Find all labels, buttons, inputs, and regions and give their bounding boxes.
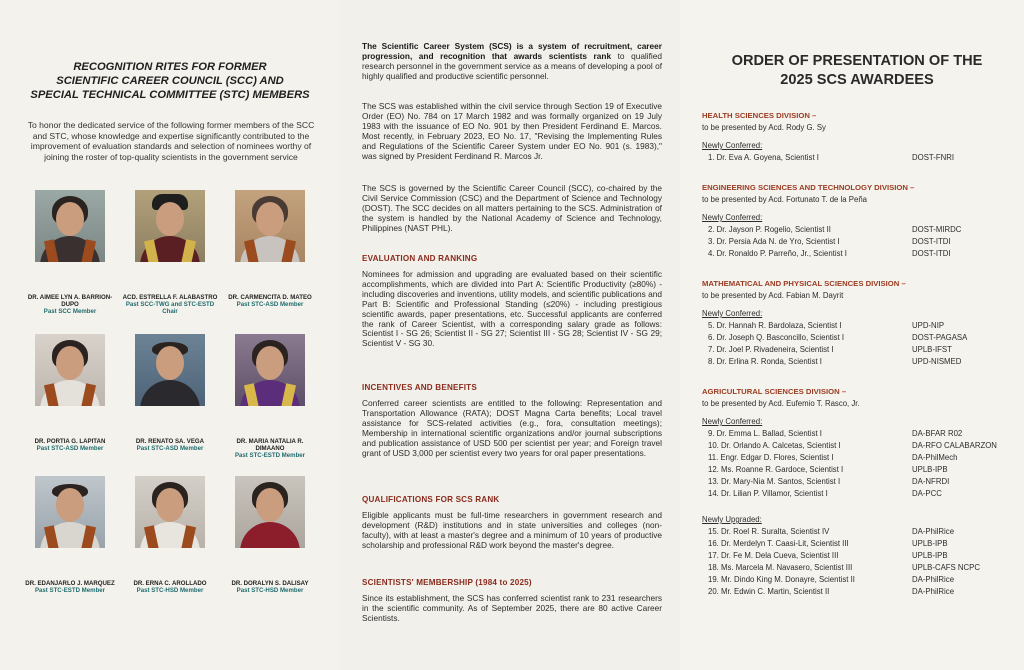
- incentives-text: Conferred career scientists are entitled to the following: Representation and Transportation Allowance (RATA); DOST Magna Carta benefits; Local travel assistance for SCS-related activities (e.g., fora, consultation meetings); Membership in international scientific organizations and/or journal subscriptions and publication assistance of USD 500 per scientist per year; and Foreign travel grant of USD 3,000 per scientist every two years for oral paper presentations.: [362, 398, 662, 458]
- scs-governance: The SCS is governed by the Scientific Career Council (SCC), co-chaired by the Civil Service Commission (CSC) and the Department of Science and Technology (DOST). The SCC decides on all matters pertaining to the SCS. Administration of the system is handled by the National Academy of Science and Technology, Philippines (NAST PHL).: [362, 183, 662, 233]
- awardee-affiliation: DOST-MIRDC: [912, 225, 962, 234]
- member-caption-7: [22, 580, 118, 594]
- awardee-name: 7. Dr. Joel P. Rivadeneira, Scientist I: [708, 345, 834, 354]
- member-photo-7: [35, 476, 105, 548]
- awardee-affiliation: DA-BFAR R02: [912, 429, 963, 438]
- awardee-name: 4. Dr. Ronaldo P. Parreño, Jr., Scientist I: [708, 249, 847, 258]
- awardee-row: [708, 357, 1008, 369]
- group-label: Newly Conferred:: [702, 417, 763, 426]
- scs-history: The SCS was established within the civil service through Section 19 of Executive Order (EO) No. 784 on 17 March 1982 and was formally organized on 19 July 1983 with the issuance of EO No. 901 by then President Ferdinand E. Marcos. Most recently, in February 2023, EO No. 17, "Revising the Implementing Rules and Regulations of the Scientific Career System under EO No. 901 (s. 1983)," was signed by President Ferdinand R. Marcos Jr.: [362, 101, 662, 161]
- member-caption-1: [22, 294, 118, 315]
- incentives-heading: INCENTIVES AND BENEFITS: [362, 383, 477, 392]
- awardee-row: [708, 539, 1008, 551]
- member-caption-4: [22, 438, 118, 452]
- awardee-name: 13. Dr. Mary-Nia M. Santos, Scientist I: [708, 477, 841, 486]
- evaluation-heading: EVALUATION AND RANKING: [362, 254, 478, 263]
- awardee-row: [708, 441, 1008, 453]
- member-role: Past STC-HSD Member: [236, 587, 304, 595]
- division-heading: HEALTH SCIENCES DIVISION –: [702, 111, 817, 120]
- member-caption-2: [122, 294, 218, 315]
- awardee-affiliation: DA-PhilRice: [912, 527, 955, 536]
- member-name: DR. PORTIA G. LAPITAN: [34, 438, 106, 445]
- member-role: Past STC-ASD Member: [236, 301, 304, 309]
- awardee-name: 19. Mr. Dindo King M. Donayre, Scientist II: [708, 575, 855, 584]
- recognition-title-line-1: RECOGNITION RITES FOR FORMER: [73, 61, 267, 73]
- awardee-affiliation: UPD-NISMED: [912, 357, 962, 366]
- middle-panel: [340, 0, 680, 670]
- member-role: Past SCC-TWG and STC-ESTD Chair: [125, 301, 215, 316]
- awardee-name: 18. Ms. Marcela M. Navasero, Scientist III: [708, 563, 853, 572]
- member-role: Past STC-ASD Member: [136, 445, 204, 453]
- awardee-affiliation: DA-PhilRice: [912, 587, 955, 596]
- division-presenter: to be presented by Acd. Fortunato T. de la Peña: [702, 195, 868, 204]
- right-panel: [680, 0, 1024, 670]
- member-name: ACD. ESTRELLA F. ALABASTRO: [122, 294, 218, 301]
- recognition-intro: To honor the dedicated service of the following former members of the SCC and STC, whose knowledge and expertise significantly contributed to the improvement of evaluation standards and selection of nominees worthy of joining the roster of top-quality scientists in the government service: [27, 120, 315, 162]
- member-caption-9: [222, 580, 318, 594]
- awardee-name: 20. Mr. Edwin C. Martin, Scientist II: [708, 587, 830, 596]
- scs-definition-rest: to qualified research personnel in the government service as a means of developing a pool of highly qualified and productive scientific personnel.: [362, 50, 662, 81]
- awardee-name: 15. Dr. Roel R. Suralta, Scientist IV: [708, 527, 830, 536]
- recognition-title: [16, 60, 324, 102]
- member-photo-5: [135, 334, 205, 406]
- awardee-affiliation: DOST-FNRI: [912, 153, 955, 162]
- division-heading: ENGINEERING SCIENCES AND TECHNOLOGY DIVISION –: [702, 183, 915, 192]
- awardee-affiliation: UPLB-CAFS NCPC: [912, 563, 981, 572]
- member-caption-8: [122, 580, 218, 594]
- awardee-affiliation: DOST-ITDI: [912, 237, 951, 246]
- awardee-name: 1. Dr. Eva A. Goyena, Scientist I: [708, 153, 819, 162]
- member-caption-6: [222, 438, 318, 459]
- awardee-row: [708, 429, 1008, 441]
- membership-text: Since its establishment, the SCS has conferred scientist rank to 231 researchers in the scientific community. As of September 2025, there are 80 active Career Scientists.: [362, 593, 662, 623]
- group-label: Newly Conferred:: [702, 213, 763, 222]
- member-photo-9: [235, 476, 305, 548]
- awardee-row: [708, 563, 1008, 575]
- awardee-row: [708, 153, 1008, 165]
- awardee-row: [708, 489, 1008, 501]
- member-role: Past STC-ASD Member: [36, 445, 104, 453]
- division-presenter: to be presented by Acd. Fabian M. Dayrit: [702, 291, 844, 300]
- membership-heading: SCIENTISTS' MEMBERSHIP (1984 to 2025): [362, 578, 532, 587]
- awardee-name: 2. Dr. Jayson P. Rogelio, Scientist II: [708, 225, 831, 234]
- presentation-title: [698, 52, 1016, 90]
- member-name: DR. DORALYN S. DALISAY: [231, 580, 309, 587]
- awardee-affiliation: UPLB-IFST: [912, 345, 952, 354]
- recognition-title-line-3: SPECIAL TECHNICAL COMMITTEE (STC) MEMBERS: [30, 89, 310, 101]
- member-name: DR. EDANJARLO J. MARQUEZ: [25, 580, 115, 587]
- evaluation-text: Nominees for admission and upgrading are evaluated based on their scientific accomplishments, which are divided into Part A: Scientific Productivity (≥80%) - including discoveries and inventions, utility models, and scientific publications and Part B: Scientific and Professional Standing (≤20%) - including prestigious scientific awards, paper presentations, etc. Successful applicants are conferred the rank of Career Scientist, with a corresponding salary grade as follows: Scientist I - SG 26; Scientist II - SG 27; Scientist III - SG 28; Scientist IV - SG 29; Scientist V - SG 30.: [362, 269, 662, 349]
- division-heading: MATHEMATICAL AND PHYSICAL SCIENCES DIVISION –: [702, 279, 906, 288]
- member-role: Past SCC Member: [43, 308, 97, 316]
- awardee-name: 17. Dr. Fe M. Dela Cueva, Scientist III: [708, 551, 839, 560]
- awardee-row: [708, 527, 1008, 539]
- awardee-name: 6. Dr. Joseph Q. Basconcillo, Scientist I: [708, 333, 845, 342]
- awardee-affiliation: DOST-PAGASA: [912, 333, 968, 342]
- presentation-title-line-2: 2025 SCS AWARDEES: [780, 72, 934, 88]
- awardee-row: [708, 321, 1008, 333]
- awardee-name: 3. Dr. Persia Ada N. de Yro, Scientist I: [708, 237, 840, 246]
- awardee-affiliation: DA-PhilRice: [912, 575, 955, 584]
- qualifications-text: Eligible applicants must be full-time researchers in government research and development (R&D) institutions and in state universities and colleges (non-faculty), with at least a master's degree and a minimum of 10 years of productive scholarship and professional R&D work beyond the master's degree.: [362, 510, 662, 550]
- awardee-row: [708, 587, 1008, 599]
- awardee-affiliation: UPLB-IPB: [912, 539, 948, 548]
- member-caption-3: [222, 294, 318, 308]
- member-name: DR. MARIA NATALIA R. DIMAANO: [236, 438, 304, 453]
- awardee-row: [708, 477, 1008, 489]
- awardee-affiliation: DA-NFRDI: [912, 477, 950, 486]
- member-name: DR. ERNA C. AROLLADO: [133, 580, 207, 587]
- awardee-row: [708, 225, 1008, 237]
- awardee-name: 14. Dr. Lilian P. Villamor, Scientist I: [708, 489, 828, 498]
- member-name: DR. AIMEE LYN A. BARRION-DUPO: [27, 294, 113, 309]
- awardee-row: [708, 333, 1008, 345]
- awardee-affiliation: UPD-NIP: [912, 321, 945, 330]
- awardee-name: 11. Engr. Edgar D. Flores, Scientist I: [708, 453, 834, 462]
- group-label: Newly Upgraded:: [702, 515, 762, 524]
- member-role: Past STC-ESTD Member: [34, 587, 106, 595]
- awardee-row: [708, 345, 1008, 357]
- awardee-affiliation: DA-RFO CALABARZON: [912, 441, 997, 450]
- member-photo-6: [235, 334, 305, 406]
- awardee-name: 5. Dr. Hannah R. Bardolaza, Scientist I: [708, 321, 842, 330]
- member-name: DR. RENATO SA. VEGA: [135, 438, 205, 445]
- division-heading: AGRICULTURAL SCIENCES DIVISION –: [702, 387, 847, 396]
- awardee-affiliation: DOST-ITDI: [912, 249, 951, 258]
- member-photo-8: [135, 476, 205, 548]
- member-photo-3: [235, 190, 305, 262]
- left-panel: [0, 0, 340, 670]
- member-photo-4: [35, 334, 105, 406]
- member-photo-1: [35, 190, 105, 262]
- awardee-name: 16. Dr. Merdelyn T. Caasi-Lit, Scientist III: [708, 539, 849, 548]
- division-presenter: to be presented by Acd. Rody G. Sy: [702, 123, 826, 132]
- awardee-row: [708, 249, 1008, 261]
- member-photo-2: [135, 190, 205, 262]
- awardee-name: 12. Ms. Roanne R. Gardoce, Scientist I: [708, 465, 844, 474]
- awardee-row: [708, 453, 1008, 465]
- member-role: Past STC-HSD Member: [136, 587, 204, 595]
- awardee-name: 8. Dr. Erlina R. Ronda, Scientist I: [708, 357, 822, 366]
- presentation-title-line-1: ORDER OF PRESENTATION OF THE: [731, 53, 983, 69]
- awardee-row: [708, 551, 1008, 563]
- scs-definition: [362, 42, 662, 82]
- awardee-name: 9. Dr. Emma L. Ballad, Scientist I: [708, 429, 822, 438]
- qualifications-heading: QUALIFICATIONS FOR SCS RANK: [362, 495, 500, 504]
- awardee-name: 10. Dr. Orlando A. Calcetas, Scientist I: [708, 441, 841, 450]
- scs-definition-bold: The Scientific Career System (SCS) is a system of recruitment, career progression, and recognition that awards scientists rank: [362, 41, 662, 61]
- group-label: Newly Conferred:: [702, 309, 763, 318]
- division-presenter: to be presented by Acd. Eufemio T. Rasco, Jr.: [702, 399, 860, 408]
- member-caption-5: [122, 438, 218, 452]
- awardee-affiliation: UPLB-IPB: [912, 551, 948, 560]
- awardee-affiliation: DA-PCC: [912, 489, 942, 498]
- awardee-affiliation: UPLB-IPB: [912, 465, 948, 474]
- awardee-row: [708, 465, 1008, 477]
- group-label: Newly Conferred:: [702, 141, 763, 150]
- awardee-affiliation: DA-PhilMech: [912, 453, 958, 462]
- awardee-row: [708, 237, 1008, 249]
- awardee-row: [708, 575, 1008, 587]
- member-name: DR. CARMENCITA D. MATEO: [228, 294, 312, 301]
- member-role: Past STC-ESTD Member: [234, 452, 306, 460]
- recognition-title-line-2: SCIENTIFIC CAREER COUNCIL (SCC) AND: [56, 75, 284, 87]
